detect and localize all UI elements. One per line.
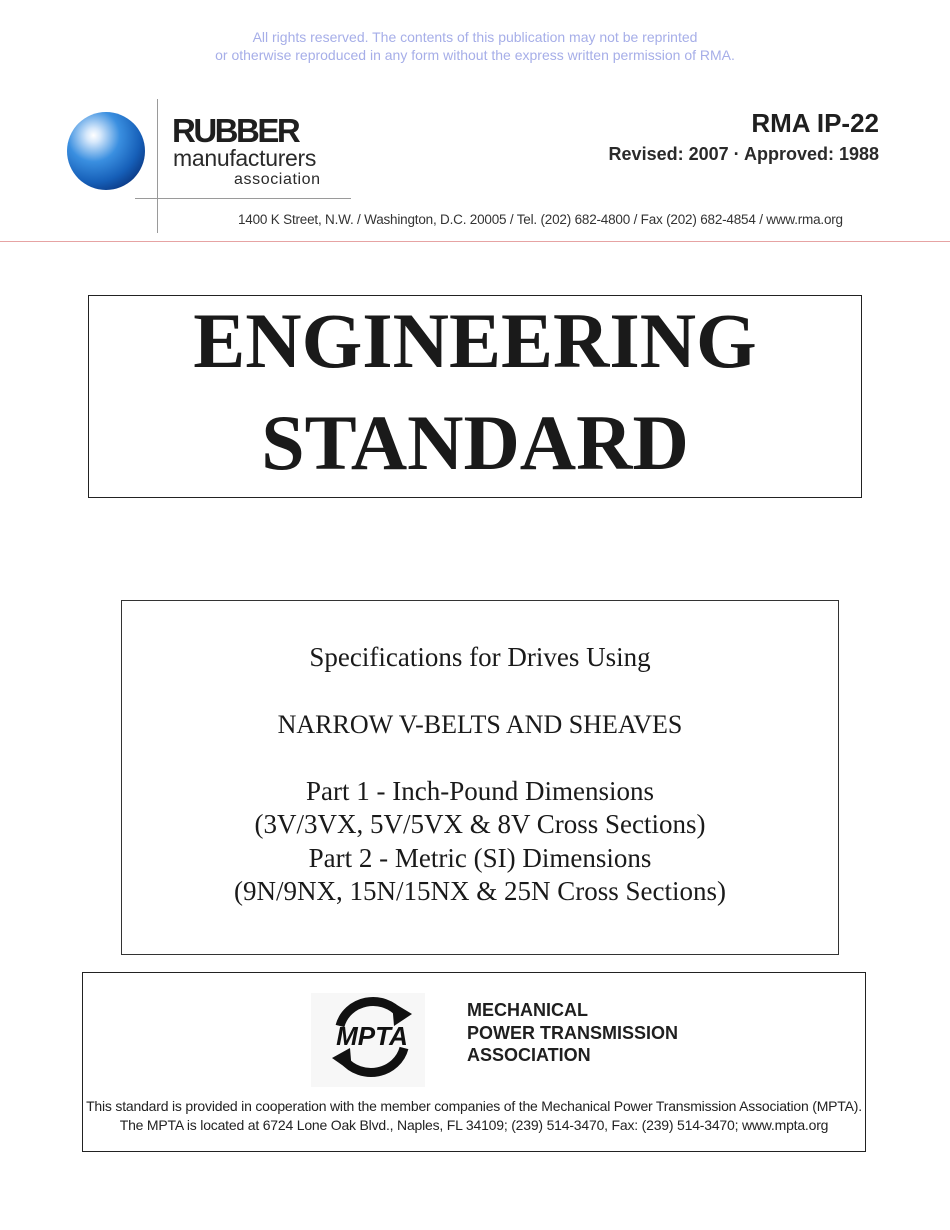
logo-word-manufacturers: manufacturers (173, 145, 317, 171)
copyright-line-2: or otherwise reproduced in any form without the express written permission of RMA. (215, 47, 735, 63)
title-box (88, 295, 862, 498)
copyright-line-1: All rights reserved. The contents of this publication may not be reprinted (252, 29, 698, 45)
logo-divider-vertical (157, 99, 158, 233)
title-line-2: STANDARD (261, 399, 689, 486)
header-rule (0, 241, 950, 242)
mpta-foot-line-2: The MPTA is located at 6724 Lone Oak Blvd., Naples, FL 34109; (239) 514-3470, Fax: (239) 514-3470; www.mpta.org (119, 1117, 829, 1133)
document-dates: Revised: 2007 · Approved: 1988 (608, 144, 879, 164)
logo-divider-horizontal (135, 198, 351, 199)
spec-intro: Specifications for Drives Using (309, 642, 651, 672)
title-line-1: ENGINEERING (193, 297, 757, 384)
mpta-name-line-3: ASSOCIATION (467, 1045, 591, 1065)
document-id: RMA IP-22 (751, 108, 879, 138)
rma-globe-logo-icon (66, 111, 146, 191)
copyright-notice (0, 28, 950, 64)
mpta-logo-text: MPTA (336, 1021, 408, 1051)
rma-address: 1400 K Street, N.W. / Washington, D.C. 20005 / Tel. (202) 682-4800 / Fax (202) 682-4854 / www.rma.org (238, 212, 843, 227)
spec-part-1-sections: (3V/3VX, 5V/5VX & 8V Cross Sections) (254, 809, 706, 839)
mpta-name (467, 999, 678, 1067)
mpta-footnote (82, 1097, 866, 1135)
spec-part-2-sections: (9N/9NX, 15N/15NX & 25N Cross Sections) (234, 876, 726, 906)
mpta-foot-line-1: This standard is provided in cooperation with the member companies of the Mechanical Power Transmission Association (MPTA). (86, 1098, 862, 1114)
spec-subject: NARROW V-BELTS AND SHEAVES (277, 710, 683, 739)
logo-word-association: association (234, 171, 321, 188)
mpta-name-line-2: POWER TRANSMISSION (467, 1022, 679, 1043)
spec-part-1: Part 1 - Inch-Pound Dimensions (306, 776, 654, 806)
logo-word-rubber: RUBBER (172, 112, 299, 149)
spec-part-2: Part 2 - Metric (SI) Dimensions (308, 843, 652, 873)
specification-box (121, 600, 839, 955)
mpta-logo-icon (326, 992, 418, 1080)
mpta-name-line-1: MECHANICAL (467, 1000, 588, 1020)
